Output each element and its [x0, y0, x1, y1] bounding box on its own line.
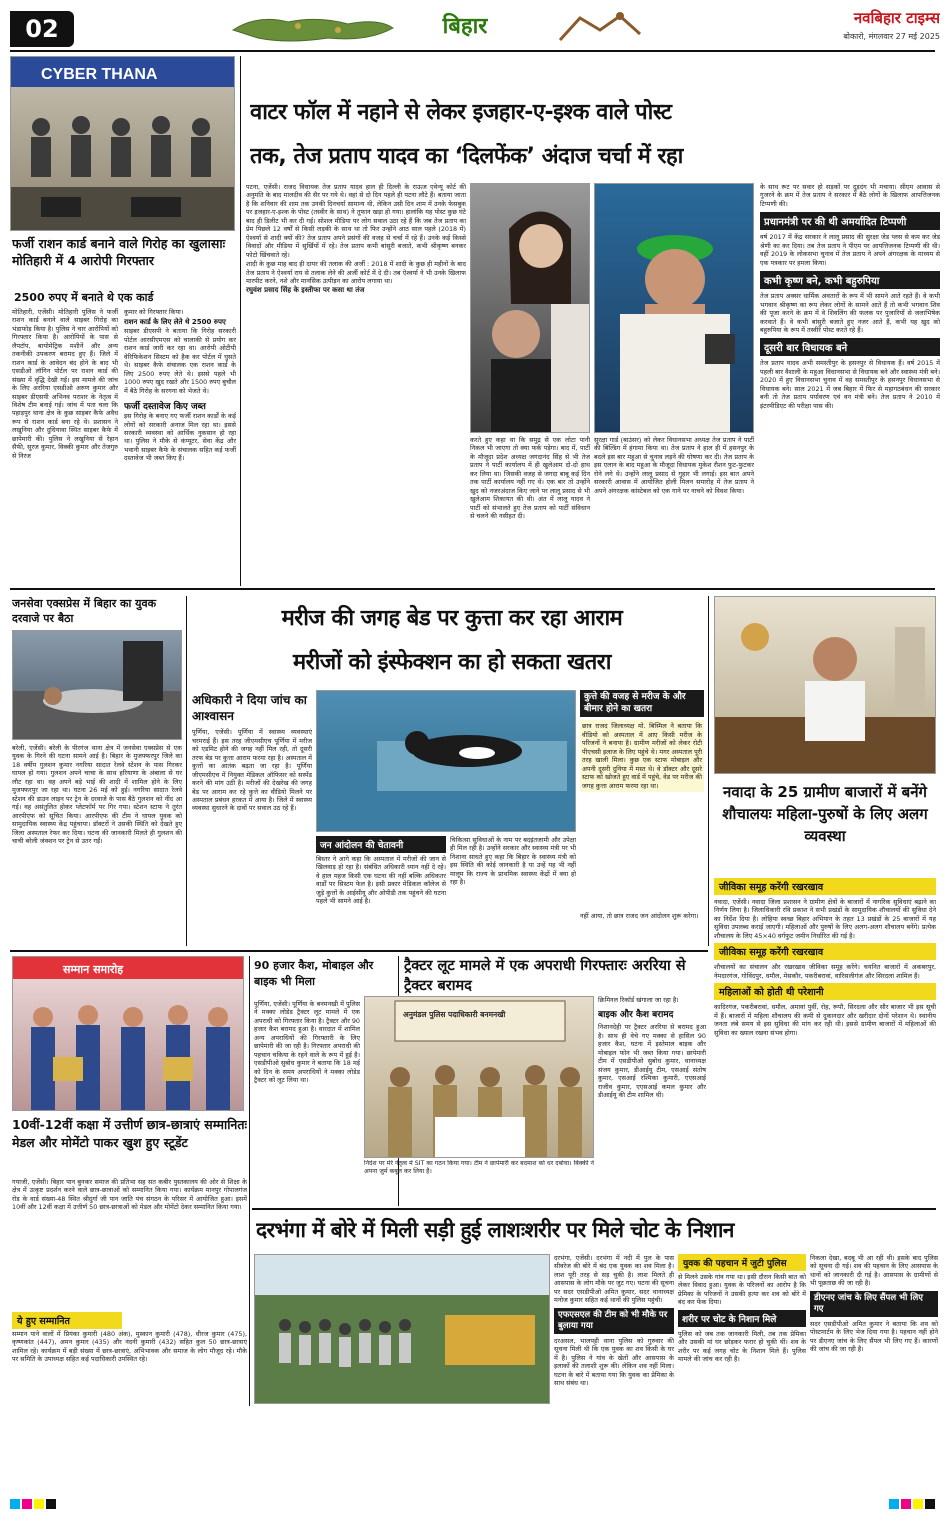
dog-headline-2: मरीजों को इंस्फेक्शन का हो सकता खतरा [293, 650, 611, 675]
darbhanga-sub-dna: डीएनए जांच के लिए सैंपल भी लिए गए [810, 1291, 938, 1317]
tejpratap-right-top: के साथ रूट पर सवार हो सड़कों पर दुड़दंग भी मचाया। सीएम आवास से गुजरने के क्रम में तेज प्रताप ने सरकार में बैठे लोगों के खिलाफ आपत्तिजनक टिप्पणी की। [760, 183, 940, 208]
tractor-caption: निर्देश पर मेरे नेतृत्व में SIT का गठन किया गया। टीम ने छापेमारी कर बदमाश को धर दबोचा। बिक्की ने अपना जुर्म कबूल कर लिया है। [364, 1160, 594, 1176]
nawada-official-photo [714, 596, 936, 774]
darbhanga-sub-injury: शरीर पर चोट के निशान मिले [678, 1310, 806, 1327]
darbhanga-crowd-photo [254, 1254, 550, 1404]
tractor-right [598, 996, 706, 1206]
dog-on-bed-photo [316, 690, 576, 832]
tejpratap-photo-portrait [594, 183, 754, 433]
nawada-body2: शौचालयों का संचालन और रखरखाव जीविका समूह करेंगे। चयनित बाजारों में अकबरपुर, नेमदारगंज, गोविंदपुर, धमौल, मेसकौर, पकरीबरावां, वारिसलीगंज और सिरदला शामिल हैं। [714, 963, 936, 980]
tejpratap-sub-pm: प्रधानमंत्री पर की थी अमर्यादित टिप्पणी [760, 212, 940, 230]
nawada-headline: नवादा के 25 ग्रामीण बाजारों में बनेंगे शौचालयः महिला-पुरुषों के लिए अलग व्यवस्था [722, 783, 928, 845]
page-number: 02 [10, 11, 74, 47]
darbhanga-right-col: निकला देखा, बदबू भी आ रही थी। इसके बाद पुलिस को सूचना दी गई। शव की पहचान के लिए आसपास के थानों को जानकारी दी गई है। आसपास के ग्रामीणों से भी पूछताछ की जा रही है। [810, 1254, 938, 1288]
dog-box-body: छात्र राजद जिलाध्यक्ष मो. बिस्मिल ने बताया कि वीडियो को अस्पताल में आए किसी मरीज के परिजनों ने बनाया है। ग्रामीण मरीजों को लेकर रोटी पीएचसी इलाज के लिए पहुंचे थे। मगर अस्पताल पूरी तरह खाली मिला। कुछ एक स्टाफ मोबाइल और अपनी दूसरी दुनिया में मस्त थे। वे डॉक्टर और दूसरे स्टाफ को खोजते हुए वार्ड में पहुंचे, वेड पर मरीज की जगह कुत्ता आराम फरमा रहा था। [580, 720, 704, 792]
masthead-art-right [540, 10, 660, 44]
tejpratap-col1 [246, 183, 466, 583]
tejpratap-headline-1: वाटर फॉल में नहाने से लेकर इजहार-ए-इश्क वाले पोस्ट [250, 100, 672, 125]
tractor-police-photo [364, 996, 594, 1158]
ration-right-col [124, 308, 236, 583]
nawada-body1: नवादा, एजेंसी। नवादा जिला प्रशासन ने ग्रामीण क्षेत्रों के बाजारों में नागरिक सुविधाएं बढ़ाने का निर्णय लिया है। जिलाधिकारी रवि प्रकाश ने सभी प्रखंडों के सामुदायिक शौचालयों की सुविधा देने का निर्देश दिया है। लोहिया स्वच्छ बिहार अभियान के तहत 13 प्रखंडों के 25 बाजारों में यह सुविधा उपलब्ध कराई जाएगी। महिलाओं और पुरुषों के लिए अलग-अलग शौचालय बनेंगे। प्रत्येक शौचालय के लिए 45×40 वर्गफुट जमीन निर्धारित की गई है। [714, 898, 936, 940]
dog-body-mid2: चिकित्सा सुविधाओं के नाम पर बदइंतजामी और उपेक्षा ही मिल रही है। उन्होंने सरकार और स्वास्थ्य मंत्री पर भी निशाना साधते हुए कहा कि बिहार के स्वास्थ्य मंत्री को इस स्थिति की कोई जानकारी है या उन्हें यह भी नहीं मालूम कि राज्य के प्राथमिक स्वास्थ्य केंद्रों में क्या हो रहा है। [450, 836, 576, 887]
tejpratap-col1b: शादी के कुछ माह बाद ही दायर की तलाक की अर्जी : 2018 में शादी के कुछ ही महीनों के बाद तेज प्रताप ने ऐश्वर्या राय से तलाक लेने की अर्जी कोर्ट में दे दी। तब ऐश्वर्या ने भी उनके खिलाफ मारपीट करने, नशे और मानसिक उत्पीड़न का आरोप लगाया था। [246, 260, 466, 285]
ration-body-right: कुमार को गिरफ्तार किया। [124, 308, 184, 316]
ration-kicker: 2500 रुपए में बनाते थे एक कार्ड [14, 291, 154, 304]
tejpratap-col1-text: पटना, एजेंसी। राजद विधायक तेज प्रताप यादव हाल ही दिल्ली के राऊज एवेन्यू कोर्ट की अनुमति के बाद मालदीव की सैर पर गये थे। वहां से दो दिन पहले ही पटना लौटे हैं। बताया जाता है कि शनिवार की शाम तक उनकी दिनचर्या सामान्य थी, लेकिन उसी दिन शाम में उनके फेसबुक पर इजहार-ए-इश्क के पोस्ट (तस्वीर के साथ) ने तूफान खड़ा हो गया। हालांकि यह पोस्ट कुछ घंटे बाद ही डिलीट भी कर दी गई। सोशल मीडिया पर लोग सवाल उठा रहे हैं कि जब तेज प्रताप का प्रेम पिछले 12 वर्षों से किसी लड़की के साथ था तो फिर उन्होंने आठ साल पहले (2018 में) ऐश्वर्या से शादी क्यों की? तेज प्रताप अपने प्रसंगों की वजह से चर्चा में रहे हैं। उनके कई किस्से विवादों और मीडिया में सुर्खियों में रहे। तेज प्रताप कभी बांसुरी बजाते, कभी श्रीकृष्ण बनकर फोटो खिंचवाते रहे। [246, 183, 466, 259]
nawada-sub1: जीविका समूह करेंगी रखरखाव [714, 878, 936, 895]
darbhanga-headline: दरभंगा में बोरे में मिली सड़ी हुई लाशःशरीर पर मिले चोट के निशान [256, 1218, 734, 1242]
students-photo-banner: सम्मान समारोह [63, 963, 124, 976]
dateline: बोकारो, मंगलवार 27 मई 2025 [843, 32, 940, 41]
dog-headline-1: मरीज की जगह बेड पर कुत्ता कर रहा आराम [281, 606, 623, 631]
tractor-headline: ट्रैक्टर लूट मामले में एक अपराधी गिरफ्तारः अररिया से ट्रैक्टर बरामद [404, 958, 686, 995]
dog-left [192, 692, 312, 942]
train-photo [12, 630, 182, 740]
dog-mid [316, 836, 446, 946]
darbhanga-col3 [810, 1254, 938, 1412]
nawada-sub2: जीविका समूह करेंगी रखरखाव [714, 943, 936, 960]
tractor-photo-sign: अनुमंडल पुलिस पदाधिकारी बनमनखी [403, 1010, 506, 1019]
darbhanga-body-fsl: दरअसल, भालपट्टी थाना पुलिस को गुरुवार की सूचना मिली थी कि एक युवक का शव किसी के घर में है। पुलिस ने गांव के खेतों और आसपास के इलाकों की तलाशी शुरू की। लेकिन शव नहीं मिला। घटना के बारे में बताया गया कि युवक का प्रेमिका के साथ संबंध था। [554, 1336, 674, 1388]
darbhanga-sub-police: युवक की पहचान में जुटी पुलिस [678, 1254, 806, 1271]
masthead-art [228, 12, 398, 44]
tejpratap-body-krishna: तेज प्रताप अक्सर धार्मिक अवतारों के रूप में भी सामने आते रहते हैं। वे कभी भगवान श्रीकृष्ण का रूप लेकर लोगों के सामने आते हैं तो कभी भगवान शिव की पूजा करने के क्रम में वे शिवलिंग की फलक पर पुजारियों से जलाभिषेक करवाते हैं। वे कभी बांसुरी बजाते हुए नजर आते हैं, कभी यह खुद को बहुरुपिया के रूप में तस्वीरें पोस्ट करते रहे हैं। [760, 292, 940, 334]
students-body2: सम्मान पाने वालों में प्रियंका कुमारी (480 अंक), मुस्कान कुमारी (478), धीरज कुमार (475), कृष्णकांत (447), अमन कुमार (435) और नंदनी कुमारी (432) सहित कुल 50 छात्र-छात्राएं शामिल रहे। कार्यक्रम में बड़ी संख्या में छात्र-छात्राएं, अभिभावक और समाज के लोग मौजूद रहे। मौके पर समिति के उपाध्यक्ष सहित कई पदाधिकारी उपस्थित रहे। [12, 1330, 247, 1364]
ration-body-left: मोतिहारी, एजेंसी। मोतिहारी पुलिस ने फर्जी राशन कार्ड बनाने वाले साइबर गिरोह का भंडाफोड़ किया है। पुलिस ने चार आरोपियों को गिरफ्तार किया है। आरोपियों के पास से लैपटॉप, बायोमेट्रिक मशीनें और अन्य तकनीकी उपकरण बरामद हुए हैं। जिले में राशन कार्ड के आवेदन बंद होने के बाद भी एसडीओ लॉगिन पोर्टल पर राशन कार्ड की संख्या में वृद्धि देखी गई। इस मामले की जांच के लिए अररिया एसडीओ अरुण कुमार और साइबर डीएसपी अभिनव पराशर के नेतृत्व में विशेष टीम बनाई गई। जांच में पता चला कि पहाड़पुर थाना क्षेत्र के कुछ साइबर कैफे अवैध रूप से राशन कार्ड बना रहे थे। प्रशासन ने लखुनिया और दुधियावा स्थित साइबर कैफे में छापेमारी की। पुलिस ने लखुनिया से रेहान सैफी, सुरज कुमार, विक्की कुमार और तेजगुरु से निरज [12, 308, 118, 460]
tejpratap-sub: रघुवंश प्रसाद सिंह के इस्तीफा पर कसा था तंज [246, 286, 365, 295]
train-headline: जनसेवा एक्सप्रेस में बिहार का युवक दरवाजे पर बैठा [12, 597, 157, 626]
students-headline: 10वीं-12वीं कक्षा में उत्तीर्ण छात्र-छात्राएं सम्मानितः मेडल और मोमेंटो पाकर खुश हुए स्टूडेंट [12, 1117, 247, 1150]
tejpratap-col3: सुरक्षा गार्ड (बाउंसर) को लेकर विधानसभा अध्यक्ष तेज प्रताप ने पार्टी की बिल्डिंग में हंगामा किया था। तेज प्रताप ने हाल ही में हसनपुर के बदले इस बार महुआ से चुनाव लड़ने की घोषणा कर दी। तेज प्रताप के इस एलान के बाद महुआ के मौजूदा विधायक मुकेश रौशन फुट-फुटकर रोने लगे थे। उन्होंने लालू प्रसाद से गुहार भी लगाई। इस बात अपने सरकारी आवास में आयोजित होली मिलन समारोह में तेज प्रताप ने अपने अंगरक्षक कांस्टेबल को एक गाने पर नाचने को विवश किया। [594, 436, 754, 495]
dog-body-mid: बिस्तर ने आगे कहा कि अस्पताल में मरीजों की जान से खिलवाड़ हो रहा है। संबंधित अधिकारी ध्यान नहीं दे रहे। वे हाल महज किसी एक घटना की नहीं बल्कि अधिकतर वार्डों पर सिस्टम फेल है। इसी प्रकार मेडिकल कॉलेज से जुड़े कुत्तों के आईसीयू और ओपीडी तक पहुंचने की घटना पहले भी सामने आई है। [316, 855, 446, 906]
students-photo [12, 956, 244, 1111]
darbhanga-body-police: से मिलने उसके गांव गया था। इसी दौरान किसी बात को लेकर विवाद हुआ। युवक के परिजनों का आरोप है कि प्रेमिका के परिजनों ने उसकी हत्या कर शव को बोरे में बंद कर फेंक दिया। [678, 1273, 806, 1307]
darbhanga-col2 [678, 1254, 806, 1412]
tejpratap-body-mla: तेज प्रताप यादव अभी समस्तीपुर के हसनपुर से विधायक हैं। वर्ष 2015 में पहली बार वैशाली के महुआ विधानसभा से विधायक बने और स्वास्थ्य मंत्री बने। 2020 में हुए विधानसभा चुनाव में वह समस्तीपुर के हसनपुर विधानसभा से विधायक बने। साल 2021 में जब बिहार में फिर से महागठबंधन की सरकार बनी तो तेज प्रताप पर्यावरण एवं वन मंत्री बने। तेज प्रताप ने 2010 में इंटरमीडिएट की परीक्षा पास की। [760, 359, 940, 410]
ration-body-sub2: इस गिरोह के बनाए गए फर्जी राशन कार्डों के कई लोगों को सरकारी अनाज मिल रहा था। इससे सरकारी व्यवस्था को आर्थिक नुकसान हो रहा था। पुलिस ने मौके से कंप्यूटर, सेवा केंद्र और भवानी साइबर कैफे के संचालक सहित कई फर्जी दस्तावेज भी जब्त किए हैं। [124, 412, 236, 463]
tejpratap-body-pm: वर्ष 2017 में केंद्र सरकार ने लालू प्रसाद की सुरक्षा जेड प्लस से कम कर जेड श्रेणी का कर दिया। तब तेज प्रताप ने पीएम पर आपत्तिजनक टिप्पणी की थी। वहीं 2019 के लोकसभा चुनाव में तेज प्रताप ने अपने अंगरक्षक के माध्यम से एक पत्रकार पर हमला किया। [760, 233, 940, 267]
tractor-body: निशानदेही पर ट्रैक्टर अररिया से बरामद हुआ है। साथ ही वेचे गए मक्का से हासिल 90 हजार कैश, घटना में इस्तेमाल बाइक और मोबाइल फोन भी जब्त किया गया। छापेमारी टीम में एसडीपीओ सुबोध कुमार, थानाध्यक्ष संजय कुमार, डीआईयू टीम, एसआई संतोष कुमार, एसआई रश्मिका कुमारी, एएसआई राजीव कुमार, एएसआई कमल कुमार और डीआईयू की टीम शामिल थी। [598, 1023, 706, 1100]
print-registration-marks [10, 1496, 935, 1510]
dog-box-title: कुत्ते की वजह से मरीज के और बीमार होने का खतरा [580, 690, 704, 717]
tejpratap-photo-couple [470, 183, 590, 433]
tejpratap-sub-krishna: कभी कृष्ण बने, कभी बहुरुपिया [760, 271, 940, 289]
section-title: बिहार [442, 14, 488, 39]
darbhanga-col1 [554, 1254, 674, 1412]
tractor-right-intro: क्रिमिनल रिकॉर्ड खंगाला जा रहा है। [598, 996, 679, 1004]
students-sub: ये हुए सम्मानित [12, 1312, 122, 1329]
tejpratap-col2: करते हुए कहा था कि समुद्र से एक लोटा पानी निकल भी जाएगा तो क्या फर्क पड़ेगा। बाद में, पार्टी के मौजूदा प्रदेश अध्यक्ष जगदानंद सिंह से भी तेज प्रताप ने पार्टी कार्यालय में ही खुलेआम दो-दो हाथ कर लिया था। जिसकी वजह से जगदा बाबू कई दिन तक पार्टी कार्यालय नहीं गए थे। एक बार तो उन्होंने खुद को नजरअंदाज किए जाने पर लालू प्रसाद से भी खुलेआम शिकायत की थी। अंत में लालू यादव ने पार्टी को संभालते हुए तेज प्रताप को पार्टी संविधान से चलने की नसीहत दी। [470, 436, 590, 521]
darbhanga-sub-fsl: एफएसएल की टीम को भी मौके पर बुलाया गया [554, 1308, 674, 1334]
bihar-map-icon [228, 12, 398, 44]
bike-headline: 90 हजार कैश, मोबाइल और बाइक भी मिला [254, 959, 374, 988]
tejpratap-right-col [760, 183, 940, 583]
dog-tail: नहीं आया, तो छात्र राजद जन आंदोलन शुरू करेगा। [580, 912, 699, 920]
ration-body-sub1: साइबर डीएसपी ने बताया कि गिरोह सरकारी पोर्टल आरसीएमएस को चालाकी से प्रयोग कर राशन कार्ड जारी कर रहा था। आरोपी ओटीपी वेरिफिकेशन सिस्टम को हैक कर पोर्टल में घुसते थे। साइबर कैफे संचालक एक राशन कार्ड के लिए 2500 रुपए लेते थे। इससे पहले भी 1000 रुपए खुद रखते और 1500 रुपए बुचौल में बैठे गिरोह के सरगना को भेजते थे। [124, 327, 236, 395]
nawada-sub3: महिलाओं को होती थी परेशानी [714, 983, 936, 1000]
tejpratap-sub-mla: दूसरी बार विधायक बने [760, 338, 940, 356]
darbhanga-body-injury: पुलिस को जब तक जानकारी मिली, तब तक प्रेमिका और उसकी मां घर छोड़कर फरार हो चुकी थीं। शव के शरीर पर कई जगह चोट के निशान मिले हैं। पुलिस मामले की जांच कर रही है। [678, 1329, 806, 1364]
ration-sub1: राशन कार्ड के लिए लेते थे 2500 रुपए [124, 318, 226, 327]
darbhanga-body-intro: दरभंगा, एजेंसी। दरभंगा में नदी में पुल के पास सीवरेज की बोरे में बंद एक युवक का शव मिला है। लाश पूरी तरह से सड़ चुकी है। लाश मिलते ही आसपास के लोग मौके पर जुट गए। घटना की सूचना पर सदर एसडीपीओ अमित कुमार, सदर थानाध्यक्ष मनोज कुमार सहित कई थानों की पुलिस पहुंची। [554, 1254, 674, 1305]
dog-sub-mid: जन आंदोलन की चेतावनी [316, 836, 446, 853]
nawada-body3: कादिरगंज, पकरीबरावां, धमौल, अमावां पुर्वी, रोह, रूपौ, सिरदला और सौर बाजार भी इस सूची में हैं। बाजारों में महिला शौचालय की कमी से दुकानदार और खरीदार दोनों परेशान थे। स्थानीय जनता लंबे समय से इस सुविधा की मांग कर रही थी। इससे ग्रामीण बाजारों में महिलाओं की सुविधा का ख्याल रखना संभव होगा। [714, 1003, 936, 1037]
brand-name: नवबिहार टाइम्स [853, 9, 940, 27]
ration-headline: फर्जी राशन कार्ड बनाने वाले गिरोह का खुलासाः मोतिहारी में 4 आरोपी गिरफ्तार [12, 236, 226, 268]
students-body: गयाजी, एजेंसी। बिहार पान बुनकर समाज की प्रतिभा सह सत कबीर पुस्तकालय की ओर से शिक्षा के क्षेत्र में उत्कृष्ट प्रदर्शन करने वाले छात्र-छात्राओं को सम्मानित किया गया। कार्यक्रम मानपुर गोपालगंज रोड के वार्ड संख्या-48 स्थित श्रीदुर्गा जी पान जाति पंच संगठन के परिसर में आयोजित हुआ। इसमें 10वीं और 12वीं कक्षा में उत्तीर्ण 50 छात्र-छात्राओं को मेडल और मोमेंटो देकर सम्मानित किया गया। [12, 1178, 247, 1212]
statue-icon [540, 10, 660, 44]
ration-gang-photo [10, 56, 235, 231]
train-body: बरेली, एजेंसी। बरेली के पीरगंज थाना क्षेत्र में जनसेवा एक्सप्रेस से एक युवक के गिरने की घटना सामने आई है। बिहार के मुजफ्फरपुर जिले का 18 वर्षीय गुलशन कुमार नगरिया सादात रेलवे स्टेशन के पास गिरकर घायल हो गया। गुलशन अपने चाचा के साथ हरियाणा के अंबाला से घर लौट रहा था। वह अपने बड़े भाई की शादी में शामिल होने के लिए मुजफ्फरपुर जा रहा था। घटना 26 मई को हुई। नगरिया सादात रेलवे स्टेशन की डाउन लाइन पर ट्रेन के दरवाजे के पास बैठे गुलशन को नींद आ गई। वह असंतुलित होकर प्लेटफॉर्म पर गिर गया। स्टेशन स्टाफ ने तुरंत आरपीएफ को सूचित किया। आरपीएफ की टीम ने घायल युवक को सामुदायिक स्वास्थ्य केंद्र पहुंचाया। डॉक्टरों ने उसकी स्थिति को देखते हुए जिला अस्पताल रेफर कर दिया। घटना की जानकारी मिलते ही गुलशन की चाची बरेली जंक्शन पर ट्रेन से उतर गईं। [12, 744, 182, 845]
tractor-sub: बाइक और कैश बरामद [598, 1010, 674, 1021]
dog-box [580, 690, 704, 910]
dog-body-left: पूर्णिया, एजेंसी। पूर्णिया में स्वास्थ्य व्यवस्थाएं चरमराई हैं। इस तरह जीएमसीएच पूर्णिया में मरीज को एडमिट होने की जगह नहीं मिल रही, तो दूसरी तरफ बेड पर कुत्ता आराम फरमा रहा है। अस्पताल में कुत्तों का आतंक बढ़ता जा रहा है। पूर्णिया जीएमसीएच में नियुक्त मेडिकल ऑफिसर को सस्पेंड करने की मांग उठी है। मरीजों की देखरेख की जगह बेड पर आराम कर रहे कुत्ते का वीडियो मिलने पर अस्पताल प्रबंधन हरकत में आया है। जिले में स्वास्थ्य व्यवस्था सुधारने के दावों पर सवाल उठ रहे हैं। [192, 728, 312, 813]
darbhanga-body-dna: सदर एसडीपीओ अमित कुमार ने बताया कि शव को पोस्टमार्टम के लिए भेज दिया गया है। पहचान नहीं होने पर डीएनए जांच के लिए सैंपल भी लिए गए हैं। कारणों की जांच की जा रही है। [810, 1319, 938, 1354]
ration-sub2: फर्जी दस्तावेज किए जब्त [124, 402, 206, 413]
bike-body: पूर्णिया, एजेंसी। पूर्णिया के बनमनखी में पुलिस ने मक्का लोडेड ट्रैक्टर लूट मामले में एक अपराधी को गिरफ्तार किया है। ट्रैक्टर और 90 हजार कैश बरामद हुआ है। वारदात में शामिल अन्य अपराधियों की गिरफ्तारी के लिए छापेमारी की जा रही है। गिरफ्तार अपराधी की पहचान चकिया के रहने वाले के रूप में हुई है। एसडीपीओ सुबोध कुमार ने बताया कि 18 मई को दिन के समय अपराधियों ने मक्का लोडेड ट्रैक्टर को लूट लिया था। [254, 1000, 360, 1085]
tejpratap-headline-2: तक, तेज प्रताप यादव का ‘दिलफेंक’ अंदाज चर्चा में रहा [250, 144, 683, 169]
ration-photo-banner: CYBER THANA [41, 66, 158, 83]
dog-sub-left: अधिकारी ने दिया जांच का आश्वासन [192, 693, 307, 724]
